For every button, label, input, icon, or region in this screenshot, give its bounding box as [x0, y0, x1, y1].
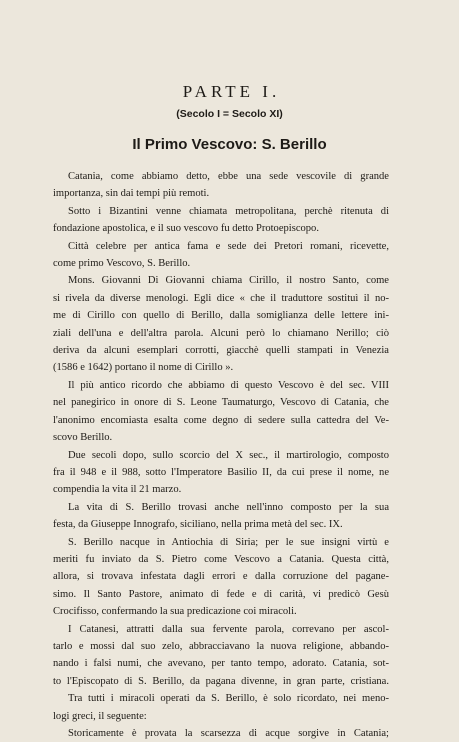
text-line: tarlo e mossi dal suo zelo, abbracciavano la nuova religione, abbando-	[53, 640, 389, 652]
text-line: come primo Vescovo, S. Berillo.	[53, 258, 191, 270]
text-line: deriva da alcuni esemplari corrotti, giacchè quelli stampati in Venezia	[53, 345, 389, 357]
text-line: I Catanesi, attratti dalla sua fervente parola, correvano per ascol-	[68, 623, 389, 635]
body-text	[53, 168, 389, 742]
text-line: fondazione apostolica, e il suo vescovo fu detto Protoepiscopo.	[53, 223, 319, 235]
text-line: simo. Il Santo Pastore, animato di fede e di carità, vi predicò Gesù	[53, 588, 389, 600]
text-line: festa, da Giuseppe Innografo, siciliano, nella prima metà del sec. IX.	[53, 519, 343, 531]
text-line: Due secoli dopo, sullo scorcio del X sec., il martirologio, composto	[68, 449, 389, 461]
text-line: Catania, come abbiamo detto, ebbe una sede vescovile di grande	[68, 171, 389, 182]
text-line: Il più antico ricordo che abbiamo di questo Vescovo è del sec. VIII	[68, 379, 389, 391]
text-line: Storicamente è provata la scarsezza di acque sorgive in Catania;	[68, 728, 389, 739]
text-line: nando i falsi numi, che avevano, per tanto tempo, adorato. Catania, sot-	[53, 658, 389, 670]
text-line: scovo Berillo.	[53, 432, 113, 444]
text-line: l'anonimo encomiasta esalta come degno di sedere sulla cattedra del Ve-	[53, 414, 389, 426]
text-line: Sotto i Bizantini venne chiamata metropolitana, perchè ritenuta di	[68, 205, 389, 217]
text-line: Tra tutti i miracoli operati da S. Berillo, è solo ricordato, nei meno-	[68, 693, 389, 705]
text-line: importanza, sin dai tempi più remoti.	[53, 188, 210, 200]
text-line: fra il 948 e il 988, sotto l'Imperatore Basilio II, da cui prese il nome, ne	[53, 466, 389, 478]
text-line: meriti fu inviato da S. Pietro come Vescovo a Catania. Questa città,	[53, 553, 389, 565]
text-line: ziali dell'una e dell'altra parola. Alcuni però lo chiamano Nerillo; ciò	[53, 327, 389, 339]
text-line: (1586 e 1642) portano il nome di Cirillo ».	[53, 362, 234, 374]
text-line: allora, si trovava infestata dagli errori e dalla corruzione del pagane-	[53, 571, 389, 583]
text-line: compendia la vita il 21 marzo.	[53, 484, 182, 496]
text-line: si rivela da diverse menologi. Egli dice « che il traduttore sostituì il no-	[53, 292, 389, 304]
text-line: Città celebre per antica fama e sede dei Pretori romani, ricevette,	[68, 240, 389, 252]
text-line: Crocifisso, confermando la sua predicazione coi miracoli.	[53, 606, 297, 618]
text-line: me di Cirillo con quello di Berillo, dalla somiglianza delle lettere ini-	[53, 310, 389, 322]
text-line: nel panegirico in onore di S. Leone Taumaturgo, Vescovo di Catania, che	[53, 397, 389, 409]
text-line: to l'Episcopato di S. Berillo, da pagana divenne, in gran parte, cristiana.	[53, 675, 389, 687]
chapter-title: Il Primo Vescovo: S. Berillo	[132, 136, 327, 153]
text-line: Mons. Giovanni Di Giovanni chiama Cirillo, il nostro Santo, come	[68, 275, 389, 287]
part-title: PARTE I.	[182, 82, 281, 101]
part-subtitle: (Secolo I = Secolo XI)	[176, 108, 283, 120]
text-line: S. Berillo nacque in Antiochia di Siria; per le sue insigni virtù e	[68, 536, 389, 548]
text-line: La vita di S. Berillo trovasi anche nell'inno composto per la sua	[68, 501, 389, 513]
text-line: logi greci, il seguente:	[53, 710, 147, 722]
